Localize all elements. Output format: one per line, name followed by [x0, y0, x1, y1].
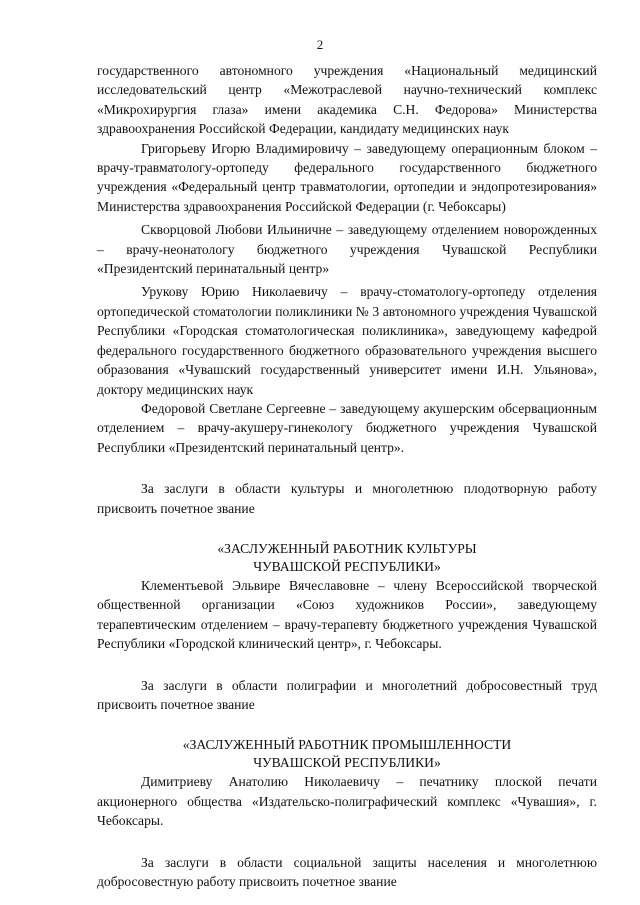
- paragraph-skvortsova: Скворцовой Любови Ильиничне – заведующему отделением новорожденных – врачу-неонатологу бюджетного учреждения Чувашской Республики «Президентский перинатальный центр»: [97, 222, 597, 277]
- title-culture-line2: ЧУВАШСКОЙ РЕСПУБЛИКИ»: [253, 558, 441, 574]
- document-body: [97, 61, 597, 891]
- paragraph-dimitriev: Димитриеву Анатолию Николаевичу – печатнику плоской печати акционерного общества «Издательско-полиграфический комплекс «Чувашия», г. Чебоксары.: [97, 774, 597, 829]
- paragraph-urukov: Урукову Юрию Николаевичу – врачу-стоматологу-ортопеду отделения ортопедической стоматологии поликлиники № 3 автономного учреждения Чувашской Республики «Городская стоматологическая поликлиника», заведующему кафедрой федерального государственного бюджетного образовательного учреждения высшего образования «Чувашский государственный университет имени И.Н. Ульянова», доктору медицинских наук: [97, 284, 597, 397]
- paragraph-grigoriev: Григорьеву Игорю Владимировичу – заведующему операционным блоком – врачу-травматологу-ортопеду федерального государственного бюджетного учреждения «Федеральный центр травматологии, ортопедии и эндопротезирования» Министерства здравоохранения Российской Федерации (г. Чебоксары): [97, 140, 597, 214]
- page-number: 2: [316, 37, 324, 52]
- title-culture-line1: «ЗАСЛУЖЕННЫЙ РАБОТНИК КУЛЬТУРЫ: [217, 540, 477, 556]
- paragraph-printing-award: За заслуги в области полиграфии и многолетний добросовестный труд присвоить почетное звание: [97, 677, 597, 712]
- paragraph-continuation: государственного автономного учреждения «Национальный медицинский исследовательский центр «Межотраслевой научно-технический комплекс «Микрохирургия глаза» имени академика С.Н. Федорова» Министерства здравоохранения Российской Федерации, кандидату медицинских наук: [97, 63, 597, 137]
- paragraph-social-award: За заслуги в области социальной защиты населения и многолетнюю добросовестную работу присвоить почетное звание: [97, 854, 597, 889]
- paragraph-fedorova: Федоровой Светлане Сергеевне – заведующему акушерским обсервационным отделением – врачу-акушеру-гинекологу бюджетного учреждения Чувашской Республики «Президентский перинатальный центр».: [97, 400, 597, 455]
- paragraph-culture-award: За заслуги в области культуры и многолетнюю плодотворную работу присвоить почетное звание: [97, 481, 597, 516]
- title-industry-line2: ЧУВАШСКОЙ РЕСПУБЛИКИ»: [253, 755, 441, 771]
- paragraph-klementieva: Клементьевой Эльвире Вячеславовне – члену Всероссийской творческой общественной организации «Союз художников России», заведующему терапевтическим отделением – врачу-терапевту бюджетного учреждения Чувашской Республики «Городской клинический центр», г. Чебоксары.: [97, 577, 597, 652]
- title-industry-line1: «ЗАСЛУЖЕННЫЙ РАБОТНИК ПРОМЫШЛЕННОСТИ: [182, 737, 512, 753]
